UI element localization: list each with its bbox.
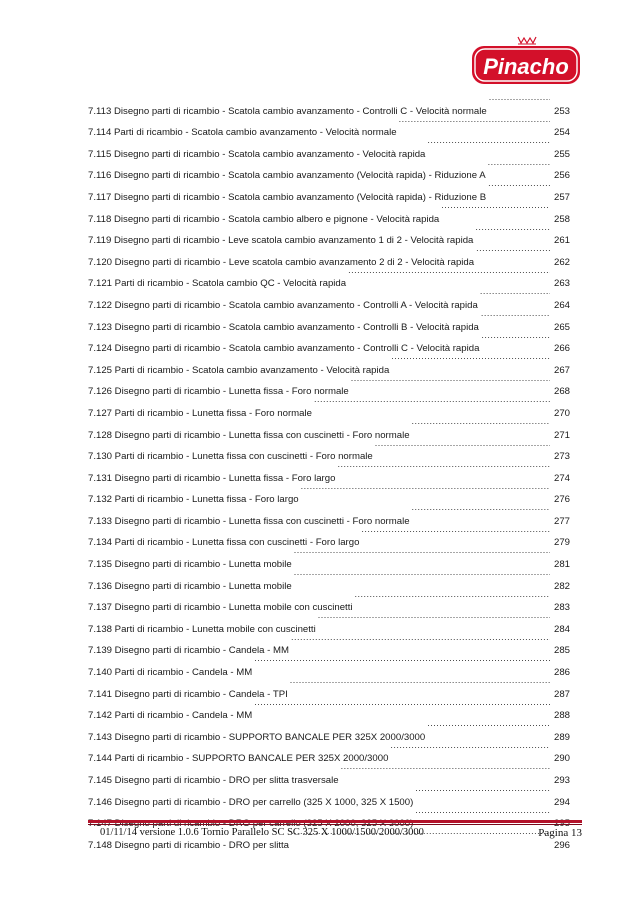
toc-leader-dots [337, 459, 550, 481]
toc-entry-title: 7.125 Parti di ricambio - Scatola cambio avanzamento - Velocità rapida [88, 364, 390, 376]
toc-entry-title: 7.143 Disegno parti di ricambio - SUPPORTO BANCALE PER 325X 2000/3000 [88, 731, 426, 743]
toc-entry-title: 7.144 Parti di ricambio - SUPPORTO BANCALE PER 325X 2000/3000 [88, 753, 389, 765]
toc-entry-title: 7.141 Disegno parti di ricambio - Candela - TPI [88, 688, 288, 700]
toc-entry-page: 283 [553, 602, 570, 614]
toc-leader-dots [399, 114, 550, 136]
toc-entry-page: 257 [553, 191, 570, 203]
toc-leader-dots [488, 178, 550, 200]
toc-entry-page: 281 [553, 559, 570, 571]
toc-entry-page: 264 [553, 299, 570, 311]
toc-entry-page: 263 [553, 278, 570, 290]
toc-leader-dots [475, 222, 550, 244]
footer-rule-thin [88, 824, 582, 825]
toc-leader-dots [488, 157, 550, 179]
toc-entry-page: 286 [553, 667, 570, 679]
toc-entry-page: 254 [553, 127, 570, 139]
toc-entry-page: 253 [553, 105, 570, 117]
toc-entry-title: 7.130 Parti di ricambio - Lunetta fissa con cuscinetti - Foro normale [88, 451, 373, 463]
toc-entry-page: 262 [553, 256, 570, 268]
toc-entry-page: 267 [553, 364, 570, 376]
toc-entry-page: 256 [553, 170, 570, 182]
crown-icon [518, 37, 536, 43]
toc-leader-dots [427, 135, 550, 157]
toc-entry-page: 273 [553, 451, 570, 463]
toc-leader-dots [480, 286, 550, 308]
toc-leader-dots [476, 243, 550, 265]
toc-leader-dots [254, 697, 550, 719]
toc-leader-dots [348, 265, 550, 287]
toc-entry-title: 7.138 Parti di ricambio - Lunetta mobile con cuscinetti [88, 623, 316, 635]
toc-leader-dots [290, 675, 550, 697]
toc-entry-page: 276 [553, 494, 570, 506]
toc-entry-title: 7.113 Disegno parti di ricambio - Scatola cambio avanzamento - Controlli C - Velocità normale [88, 105, 487, 117]
toc-entry-page: 293 [553, 775, 570, 786]
toc-entry-title: 7.118 Disegno parti di ricambio - Scatola cambio albero e pignone - Velocità rapida [88, 213, 440, 225]
toc-entry-page: 270 [553, 407, 570, 419]
toc-entry-title: 7.127 Parti di ricambio - Lunetta fissa - Foro normale [88, 407, 312, 419]
toc-entry-title: 7.120 Disegno parti di ricambio - Leve scatola cambio avanzamento 2 di 2 - Velocità rapida [88, 256, 475, 268]
toc-leader-dots [301, 481, 550, 503]
toc-entry-title: 7.134 Parti di ricambio - Lunetta fissa con cuscinetti - Foro largo [88, 537, 360, 549]
toc-entry-title: 7.132 Parti di ricambio - Lunetta fissa - Foro largo [88, 494, 299, 506]
toc-leader-dots [441, 200, 550, 222]
toc-entry-title: 7.140 Parti di ricambio - Candela - MM [88, 667, 253, 679]
toc-entry-title: 7.121 Parti di ricambio - Scatola cambio QC - Velocità rapida [88, 278, 347, 290]
toc-entry[interactable] [88, 92, 570, 117]
toc-entry-page: 255 [553, 148, 570, 160]
toc-leader-dots [355, 589, 550, 611]
toc-leader-dots [412, 502, 550, 524]
toc-leader-dots [481, 308, 550, 330]
toc-leader-dots [294, 545, 550, 567]
toc-leader-dots [318, 610, 550, 632]
toc-entry-title: 7.139 Disegno parti di ricambio - Candela - MM [88, 645, 290, 657]
footer-page-number: Pagina 13 [538, 827, 582, 839]
toc-entry-title: 7.119 Disegno parti di ricambio - Leve scatola cambio avanzamento 1 di 2 - Velocità rapida [88, 235, 474, 247]
toc-entry-page: 282 [553, 580, 570, 592]
table-of-contents [88, 92, 570, 851]
toc-entry-title: 7.137 Disegno parti di ricambio - Lunetta mobile con cuscinetti [88, 602, 353, 614]
toc-entry-page: 285 [553, 645, 570, 657]
toc-leader-dots [390, 740, 550, 762]
toc-entry-page: 266 [553, 343, 570, 355]
toc-entry-page: 261 [553, 235, 570, 247]
toc-entry-title: 7.114 Parti di ricambio - Scatola cambio avanzamento - Velocità normale [88, 127, 397, 139]
toc-entry-title: 7.133 Disegno parti di ricambio - Lunetta fissa con cuscinetti - Foro normale [88, 515, 410, 527]
toc-leader-dots [481, 330, 550, 352]
footer-document-info: 01/11/14 versione 1.0.6 Tornio Parallelo SC SC 325 X 1000/1500/2000/3000 [100, 827, 424, 838]
toc-entry-page: 294 [553, 796, 570, 808]
toc-entry-page: 268 [553, 386, 570, 398]
toc-entry-title: 7.123 Disegno parti di ricambio - Scatola cambio avanzamento - Controlli B - Velocità rapida [88, 321, 479, 333]
toc-leader-dots [294, 567, 550, 589]
toc-leader-dots [361, 524, 550, 546]
toc-entry-page: 289 [553, 731, 570, 743]
toc-leader-dots [391, 351, 550, 373]
toc-leader-dots [375, 438, 550, 460]
toc-leader-dots [341, 761, 550, 783]
toc-leader-dots [291, 632, 550, 654]
toc-entry-title: 7.115 Disegno parti di ricambio - Scatola cambio avanzamento - Velocità rapida [88, 148, 426, 160]
toc-leader-dots [314, 394, 550, 416]
toc-entry-page: 265 [553, 321, 570, 333]
toc-entry-title: 7.126 Disegno parti di ricambio - Lunetta fissa - Foro normale [88, 386, 349, 398]
toc-leader-dots [254, 653, 550, 675]
toc-entry-title: 7.142 Parti di ricambio - Candela - MM [88, 710, 253, 722]
toc-entry-page: 258 [553, 213, 570, 225]
toc-entry-title: 7.117 Disegno parti di ricambio - Scatola cambio avanzamento (Velocità rapida) - Riduzione B [88, 191, 487, 203]
toc-entry-title: 7.148 Disegno parti di ricambio - DRO per slitta [88, 839, 290, 851]
toc-leader-dots [415, 783, 550, 805]
pinacho-logo [470, 34, 582, 86]
footer-rule [88, 820, 582, 823]
toc-entry-page: 284 [553, 623, 570, 635]
toc-entry-page: 271 [553, 429, 570, 441]
toc-entry-page: 296 [553, 839, 570, 851]
toc-entry-title: 7.145 Disegno parti di ricambio - DRO per slitta trasversale [88, 775, 339, 786]
toc-entry-title: 7.116 Disegno parti di ricambio - Scatola cambio avanzamento (Velocità rapida) - Riduzione A [88, 170, 486, 182]
toc-entry-title: 7.136 Disegno parti di ricambio - Lunetta mobile [88, 580, 292, 592]
toc-entry-page: 277 [553, 515, 570, 527]
toc-entry-page: 290 [553, 753, 570, 765]
toc-leader-dots [427, 718, 550, 740]
toc-entry-title: 7.135 Disegno parti di ricambio - Lunetta mobile [88, 559, 292, 571]
toc-entry-page: 287 [553, 688, 570, 700]
toc-leader-dots [489, 92, 550, 114]
toc-entry-title: 7.128 Disegno parti di ricambio - Lunetta fissa con cuscinetti - Foro normale [88, 429, 410, 441]
toc-entry-page: 288 [553, 710, 570, 722]
toc-entry-title: 7.131 Disegno parti di ricambio - Lunetta fissa - Foro largo [88, 472, 336, 484]
toc-entry-title: 7.124 Disegno parti di ricambio - Scatola cambio avanzamento - Controlli C - Velocità rapida [88, 343, 480, 355]
toc-leader-dots [351, 373, 550, 395]
logo-text: Pinacho [483, 54, 569, 79]
toc-leader-dots [412, 416, 550, 438]
toc-entry-page: 274 [553, 472, 570, 484]
toc-entry-page: 279 [553, 537, 570, 549]
toc-entry-title: 7.146 Disegno parti di ricambio - DRO per carrello (325 X 1000, 325 X 1500) [88, 796, 414, 808]
toc-entry-title: 7.122 Disegno parti di ricambio - Scatola cambio avanzamento - Controlli A - Velocità rapida [88, 299, 478, 311]
